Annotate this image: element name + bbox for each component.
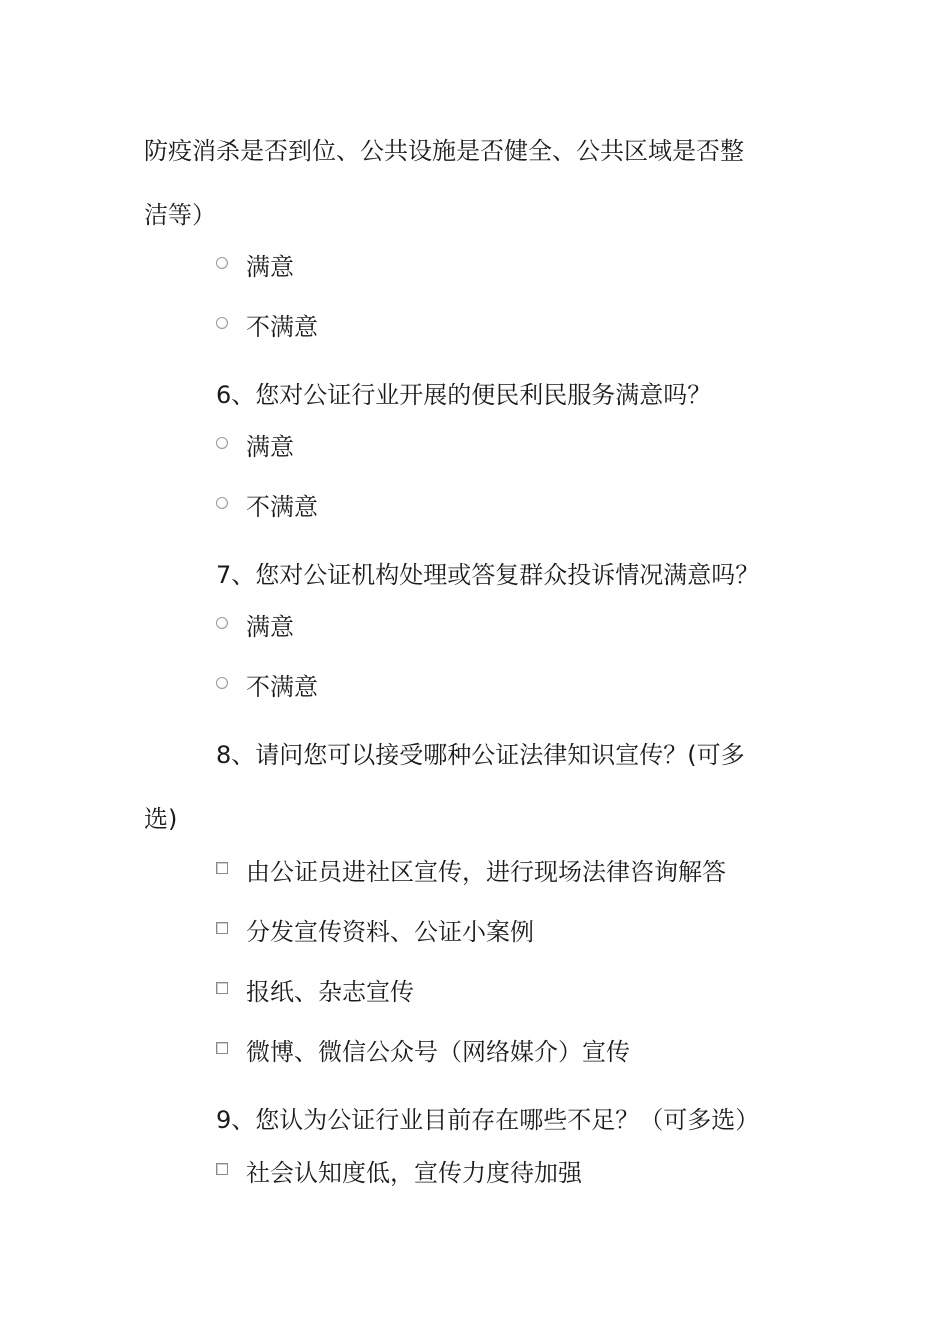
q6-option-1-radio[interactable] xyxy=(216,437,228,449)
q9-question: 9、您认为公证行业目前存在哪些不足？（可多选） xyxy=(216,1106,760,1134)
q8-question-line-1: 8、请问您可以接受哪种公证法律知识宣传？(可多 xyxy=(216,741,745,769)
q5-text-line-2: 洁等） xyxy=(144,201,216,229)
q8-option-1-label: 由公证员进社区宣传，进行现场法律咨询解答 xyxy=(246,858,726,886)
q8-option-2-checkbox[interactable] xyxy=(216,922,228,934)
q8-option-1-checkbox[interactable] xyxy=(216,862,228,874)
q5-option-1-radio[interactable] xyxy=(216,257,228,269)
q6-option-2-radio[interactable] xyxy=(216,497,228,509)
q8-question-line-2: 选) xyxy=(144,805,178,833)
q6-option-2-label: 不满意 xyxy=(246,493,318,521)
q8-option-4-checkbox[interactable] xyxy=(216,1042,228,1054)
q9-option-1-checkbox[interactable] xyxy=(216,1163,228,1175)
q8-option-3-label: 报纸、杂志宣传 xyxy=(246,978,414,1006)
q7-option-1-label: 满意 xyxy=(246,613,294,641)
q6-option-1-label: 满意 xyxy=(246,433,294,461)
q9-option-1-label: 社会认知度低，宣传力度待加强 xyxy=(246,1159,582,1187)
q7-option-2-radio[interactable] xyxy=(216,677,228,689)
q7-option-2-label: 不满意 xyxy=(246,673,318,701)
q8-option-3-checkbox[interactable] xyxy=(216,982,228,994)
q6-question: 6、您对公证行业开展的便民利民服务满意吗？ xyxy=(216,381,712,409)
q7-question: 7、您对公证机构处理或答复群众投诉情况满意吗？ xyxy=(216,561,760,589)
q5-option-2-radio[interactable] xyxy=(216,317,228,329)
q7-option-1-radio[interactable] xyxy=(216,617,228,629)
q5-option-2-label: 不满意 xyxy=(246,313,318,341)
q5-option-1-label: 满意 xyxy=(246,253,294,281)
q8-option-4-label: 微博、微信公众号（网络媒介）宣传 xyxy=(246,1038,630,1066)
q8-option-2-label: 分发宣传资料、公证小案例 xyxy=(246,918,534,946)
q5-text-line-1: 防疫消杀是否到位、公共设施是否健全、公共区域是否整 xyxy=(144,137,744,165)
